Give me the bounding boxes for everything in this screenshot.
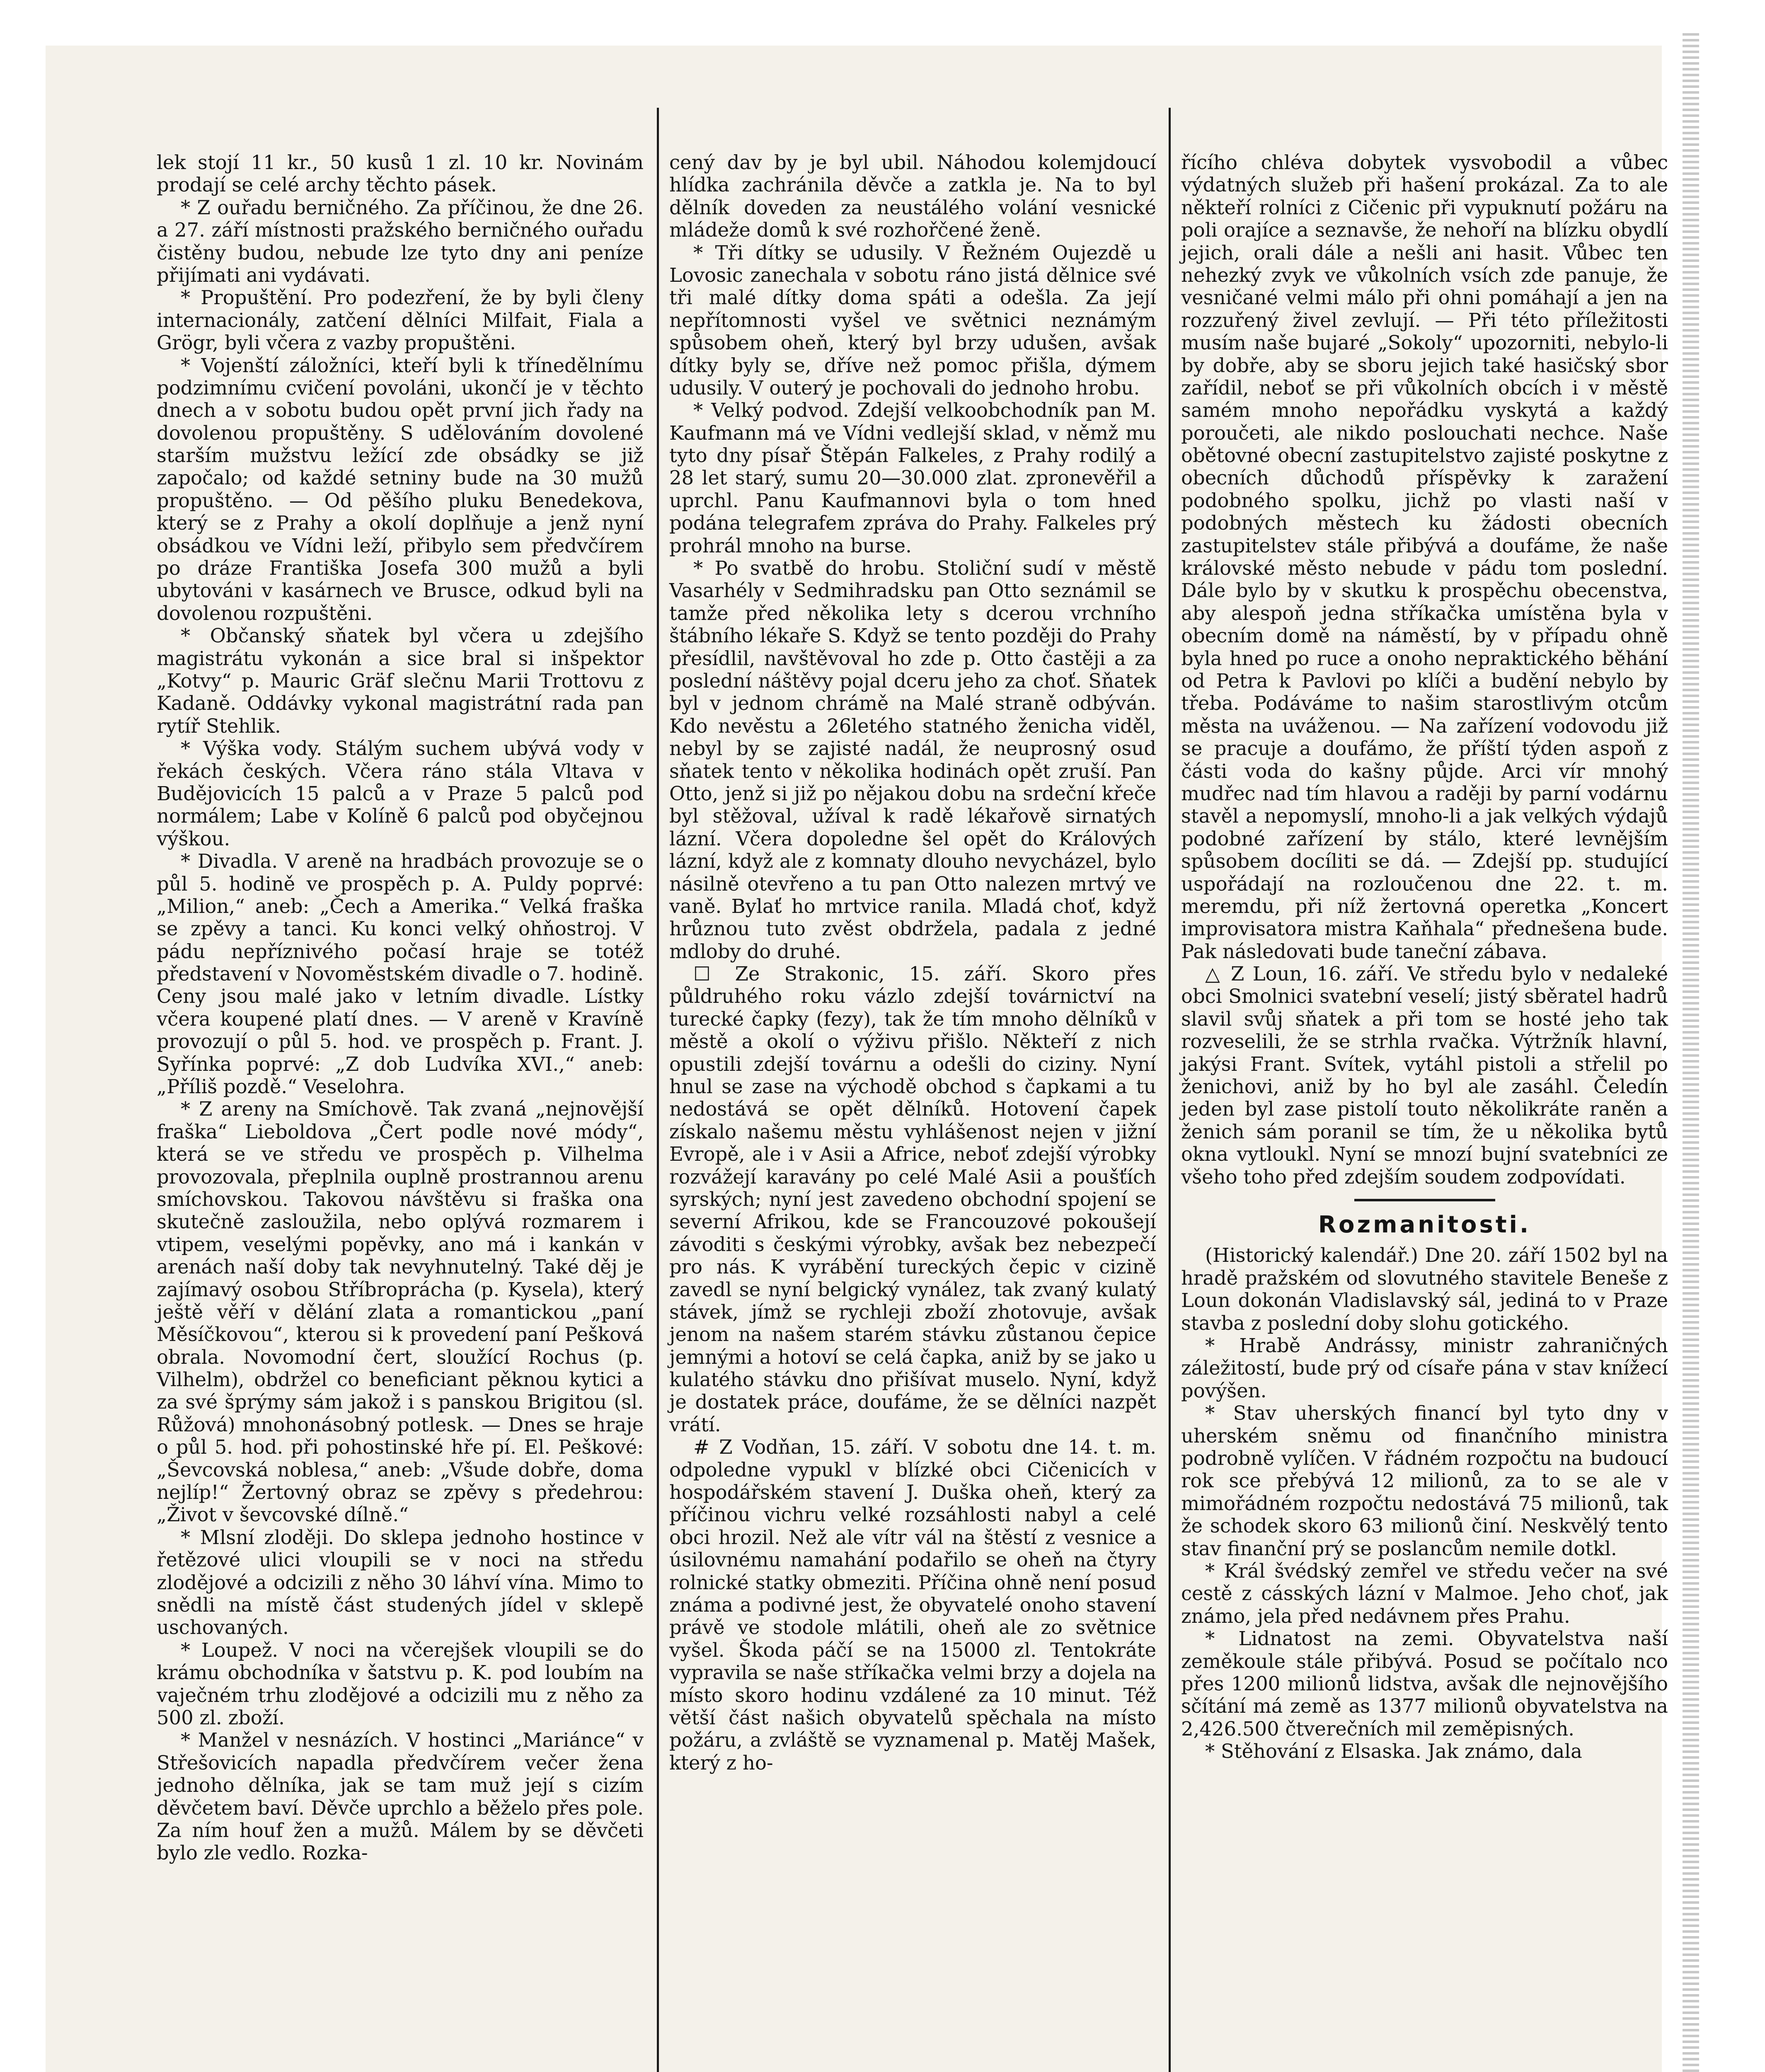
article-paragraph: △ Z Loun, 16. září. Ve středu bylo v nedaleké obci Smolnici svatební veselí; jistý sběratel hadrů slavil svůj sňatek a při tom se hosté jeho tak rozveselili, že se strhla rvačka. Výtržník hlavní, jakýsi Frant. Svítek, vytáhl pistoli a střelil po ženichovi, aniž by ho byl ale zasáhl. Čeledín jeden byl zase pistolí touto několikráte raněn a ženich sám poranil se tím, že u několika bytů okna vytloukl. Nyní se mnozí bujní svatebníci ze všeho toho před zdejším soudem zodpovídati. bbox=[1181, 963, 1668, 1188]
article-paragraph: * Výška vody. Stálým suchem ubývá vody v řekách českých. Včera ráno stála Vltava v Budějovicích 15 palců a v Praze 5 palců pod normálem; Labe v Kolíně 6 palců pod obyčejnou výškou. bbox=[157, 737, 644, 850]
section-heading: Rozmanitosti. bbox=[1318, 1211, 1531, 1238]
column-rule-2 bbox=[1169, 108, 1171, 2072]
article-paragraph: * Občanský sňatek byl včera u zdejšího magistrátu vykonán a sice bral si inšpektor „Kotvy“ p. Mauric Gräf slečnu Marii Trottovu z Kadaně. Oddávky vykonal magistrátní rada pan rytíř Stehlik. bbox=[157, 625, 644, 737]
article-paragraph: * Velký podvod. Zdejší velkoobchodník pan M. Kaufmann má ve Vídni vedlejší sklad, v němž mu tyto dny písař Štěpán Falkeles, z Prahy rodilý a 28 let starý, sumu 20—30.000 zlat. zpronevěřil a uprchl. Panu Kaufmannovi byla o tom hned podána telegrafem zpráva do Prahy. Falkeles prý prohrál mnoho na burse. bbox=[669, 399, 1156, 557]
article-paragraph: cený dav by je byl ubil. Náhodou kolemjdoucí hlídka zachránila děvče a zatkla je. Na to byl dělník doveden za neustálého volání vesnické mládeže domů k své rozhořčené ženě. bbox=[669, 151, 1156, 242]
article-paragraph: * Vojenští záložníci, kteří byli k třínedělnímu podzimnímu cvičení povoláni, ukončí je v těchto dnech a v sobotu budou opět první jich řady na dovolenou propuštěny. S udělováním dovolené starším mužstvu ležící zde obsádky se již započalo; od každé setniny bude na 30 mužů propuštěno. — Od pěšího pluku Benedekova, který se z Prahy a okolí doplňuje a jenž nyní obsádkou ve Vídni leží, přibylo sem předvčírem po dráze Františka Josefa 300 mužů a byli ubytováni v kasárnech ve Brusce, odkud byli na dovolenou rozpuštěni. bbox=[157, 354, 644, 625]
article-paragraph: * Z ouřadu berničného. Za příčinou, že dne 26. a 27. září místnosti pražského berničného ouřadu čistěny budou, nebude lze tyto dny ani peníze přijímati ani vydávati. bbox=[157, 196, 644, 286]
article-paragraph: * Z areny na Smíchově. Tak zvaná „nejnovější fraška“ Lieboldova „Čert podle nové módy“, která se ve středu ve prospěch p. Vilhelma provozovala, přeplnila ouplně prostrannou arenu smíchovskou. Takovou návštěvu si fraška ona skutečně zasloužila, nebo oplývá rozmarem i vtipem, veselými popěvky, ano má i kankán v arenách naší doby tak nevyhnutelný. Také děj je zajímavý osobou Stříbroprácha (p. Kysela), který ještě věří v dělání zlata a romantickou „paní Měsíčkovou“, kterou si k provedení paní Pešková obrala. Novomodní čert, sloužící Rochus (p. Vilhelm), obdržel co beneficiant pěknou kytici a za své šprýmy sám jakož i s panskou Brigitou (sl. Růžová) mnohonásobný potlesk. — Dnes se hraje o půl 5. hod. při pohostinské hře pí. El. Peškové: „Ševcovská noblesa,“ aneb: „Všude dobře, doma nejlíp!“ Žertovný obraz se zpěvy s předehrou: „Život v ševcovské dílně.“ bbox=[157, 1098, 644, 1526]
scan-edge bbox=[1683, 33, 1699, 2072]
article-paragraph: * Manžel v nesnázích. V hostinci „Mariánce“ v Střešovicích napadla předvčírem večer žena jednoho dělníka, jak se tam muž její s cizím děvčetem baví. Děvče uprchlo a běželo přes pole. Za ním houf žen a mužů. Málem by se děvčeti bylo zle vedlo. Rozka- bbox=[157, 1729, 644, 1864]
article-paragraph: * Loupež. V noci na včerejšek vloupili se do krámu obchodníka v šatstvu p. K. pod loubím na vaječném trhu zlodějové a odcizili mu z něho za 500 zl. zboží. bbox=[157, 1639, 644, 1729]
article-paragraph: * Propuštění. Pro podezření, že by byli členy internacionály, zatčení dělníci Milfait, Fiala a Grögr, byli včera z vazby propuštěni. bbox=[157, 286, 644, 354]
article-paragraph: * Tři dítky se udusily. V Řežném Oujezdě u Lovosic zanechala v sobotu ráno jistá dělnice své tři malé dítky doma spáti a odešla. Za její nepřítomnosti vyšel ve světnici neznámým spůsobem oheň, který byl brzy udušen, avšak dítky byly se, dříve než pomoc přišla, dýmem udusily. V outerý je pochovali do jednoho hrobu. bbox=[669, 241, 1156, 399]
column-1 bbox=[157, 151, 644, 1864]
article-paragraph: * Divadla. V areně na hradbách provozuje se o půl 5. hodině ve prospěch p. A. Puldy poprvé: „Milion,“ aneb: „Čech a Amerika.“ Velká fraška se zpěvy a tanci. Ku konci velký ohňostroj. V pádu nepříznivého počasí hraje se totéž představení v Novoměstském divadle o 7. hodině. Ceny jsou malé jako v letním divadle. Lístky včera koupené platí dnes. — V areně v Kravíně provozují o půl 5. hod. ve prospěch p. Frant. J. Syřínka poprvé: „Z dob Ludvíka XVI.,“ aneb: „Příliš pozdě.“ Veselohra. bbox=[157, 850, 644, 1098]
article-paragraph: * Mlsní zloději. Do sklepa jednoho hostince v řetězové ulici vloupili se v noci na středu zlodějové a odcizili z něho 30 láhví vína. Mimo to snědli na místě část studených jídel v sklepě uschovaných. bbox=[157, 1526, 644, 1639]
article-paragraph: řícího chléva dobytek vysvobodil a vůbec výdatných služeb při hašení prokázal. Za to ale někteří rolníci z Cičenic při vypuknutí požáru na poli orajíce a seznavše, že nehoří na blízku obydlí jejich, orali dále a nešli ani hasit. Vůbec ten nehezký zvyk ve vůkolních vsích zde panuje, že vesničané velmi málo při ohni pomáhají a jen na rozzuřený živel zevlují. — Při této příležitosti musím naše bujaré „Sokoly“ upozorniti, nebylo-li by dobře, aby se sboru jejich také hasičský sbor zařídil, neboť se při vůkolních obcích i v městě samém mnoho nepořádku vyskytá a každý poroučeti, ale nikdo poslouchati nechce. Naše obětovné obecní zastupitelstvo zajisté poskytne z obecních důchodů příspěvky k zaražení podobného spolku, jichž po vlasti naší v podobných městech ku žádosti obecních zastupitelstev stále přibývá a doufáme, že naše královské město nebude v pádu tom poslední. Dále bylo by v skutku k prospěchu obecenstva, aby alespoň jedna stříkačka umístěna byla v obecním domě na náměstí, by v případu ohně byla hned po ruce a onoho nepraktického běhání od Petra k Pavlovi po klíči a budění nebylo by třeba. Podáváme to našim starostlivým otcům města na uváženou. — Na zařízení vodovodu již se pracuje a doufámo, že příští týden aspoň z části voda do kašny půjde. Arci vír mnohý mudřec nad tím hlavou a raději by parní vodárnu stavěl a nepomyslí, mnoho-li a jak velkých výdajů podobné zařízení by stálo, které levnějším spůsobem docíliti se dá. — Zdejší pp. studující uspořádají na rozloučenou dne 22. t. m. meremdu, při níž žertovná operetka „Koncert improvisatora mistra Kaňhala“ přednešena bude. Pak následovati bude taneční zábava. bbox=[1181, 151, 1668, 963]
article-paragraph: * Lidnatost na zemi. Obyvatelstva naší zeměkoule stále přibývá. Posud se počítalo nco přes 1200 milionů lidstva, avšak dle nejnovějšího sčítání má země as 1377 milionů obyvatelstva na 2,426.500 čtverečních mil zeměpisných. bbox=[1181, 1627, 1668, 1740]
article-paragraph: * Hrabě Andrássy, ministr zahraničných záležitostí, bude prý od císaře pána v stav knížecí povýšen. bbox=[1181, 1334, 1668, 1402]
column-rule-1 bbox=[657, 108, 659, 2072]
article-paragraph: * Po svatbě do hrobu. Stoliční sudí v městě Vasarhély v Sedmihradsku pan Otto seznámil se tamže před několika lety s dcerou vrchního štábního lékaře S. Když se tento později do Prahy přesídlil, navštěvoval ho zde p. Otto častěji a za poslední náštěvy pojal dceru jeho za choť. Sňatek byl v jednom chrámě na Malé straně odbýván. Kdo nevěstu a 26letého statného ženicha viděl, nebyl by se zajisté nadál, že neuprosný osud sňatek tento v několika hodinách opět zruší. Pan Otto, jenž si již po nějakou dobu na srdeční křeče byl stěžoval, užíval k radě lékařově sirnatých lázní. Včera dopoledne šel opět do Králových lázní, když ale z komnaty dlouho nevycházel, bylo násilně otevřeno a tu pan Otto nalezen mrtvý ve vaně. Bylať ho mrtvice ranila. Mladá choť, když hrůznou tuto zvěst obdržela, padala z jedné mdloby do druhé. bbox=[669, 557, 1156, 963]
newspaper-page bbox=[46, 46, 1668, 2072]
article-paragraph: lek stojí 11 kr., 50 kusů 1 zl. 10 kr. Novinám prodají se celé archy těchto pásek. bbox=[157, 151, 644, 196]
article-paragraph: * Stěhování z Elsaska. Jak známo, dala bbox=[1205, 1740, 1582, 1763]
article-paragraph: ☐ Ze Strakonic, 15. září. Skoro přes půldruhého roku vázlo zdejší továrnictví na turecké čapky (fezy), tak že tím mnoho dělníků v městě a okolí o výživu přišlo. Někteří z nich opustili zdejší továrnu a odešli do ciziny. Nyní hnul se zase na východě obchod s čapkami a tu nedostává se opět dělníků. Hotovení čapek získalo našemu městu vyhlášenost nejen v jižní Evropě, ale i v Asii a Africe, neboť zdejší výrobky rozvážejí karavány po celé Malé Asii a poušťích syrských; nyní jest zavedeno obchodní spojení se severní Afrikou, kde se Francouzové pokoušejí závoditi s českými výrobky, avšak bez nebezpečí pro nás. K vyrábění tureckých čepic v cizině zavedl se nyní belgický vynález, tak zvaný kulatý stávek, jímž se rychleji zboží zhotovuje, avšak jenom na našem starém stávku zůstanou čepice jemnými a hotoví se celá čapka, aniž by se jako u kulatého stávku dno přišívat muselo. Nyní, když je dostatek práce, doufáme, že se dělníci nazpět vrátí. bbox=[669, 963, 1156, 1436]
article-paragraph: (Historický kalendář.) Dne 20. září 1502 byl na hradě pražském od slovutného stavitele Beneše z Loun dokonán Vladislavský sál, jediná to v Praze stavba z poslední doby slohu gotického. bbox=[1181, 1244, 1668, 1334]
column-2 bbox=[669, 151, 1156, 1774]
section-divider bbox=[1354, 1199, 1495, 1201]
article-paragraph: # Z Vodňan, 15. září. V sobotu dne 14. t. m. odpoledne vypukl v blízké obci Cičenicích v hospodářském stavení J. Duška oheň, který za příčinou vichru velké rozsáhlosti nabyl a celé obci hrozil. Než ale vítr vál na štěstí z vesnice a úsilovnému namahání podařilo se oheň na čtyry rolnické statky obmeziti. Příčina ohně není posud známa a podivné jest, že obyvatelé onoho stavení právě ve stodole mlátili, oheň ale zo světnice vyšel. Škoda páčí se na 15000 zl. Tentokráte vypravila se naše stříkačka velmi brzy a dojela na místo skoro hodinu vzdálené za 10 minut. Též větší část našich obyvatelů spěchala na místo požáru, a zvláště se vyznamenal p. Matěj Mašek, který z ho- bbox=[669, 1436, 1156, 1774]
article-paragraph: * Stav uherských financí byl tyto dny v uherském sněmu od finančního ministra podrobně vylíčen. V řádném rozpočtu na budoucí rok sce přebývá 12 milionů, za to se ale v mimořádném rozpočtu nedostává 75 milionů, tak že schodek skoro 63 milionů činí. Neskvělý tento stav finanční prý se poslancům nemile dotkl. bbox=[1181, 1402, 1668, 1560]
article-paragraph: * Král švédský zemřel ve středu večer na své cestě z cásských lázní v Malmoe. Jeho choť, jak známo, jela před nedávnem přes Prahu. bbox=[1181, 1559, 1668, 1627]
column-3 bbox=[1181, 151, 1668, 1762]
